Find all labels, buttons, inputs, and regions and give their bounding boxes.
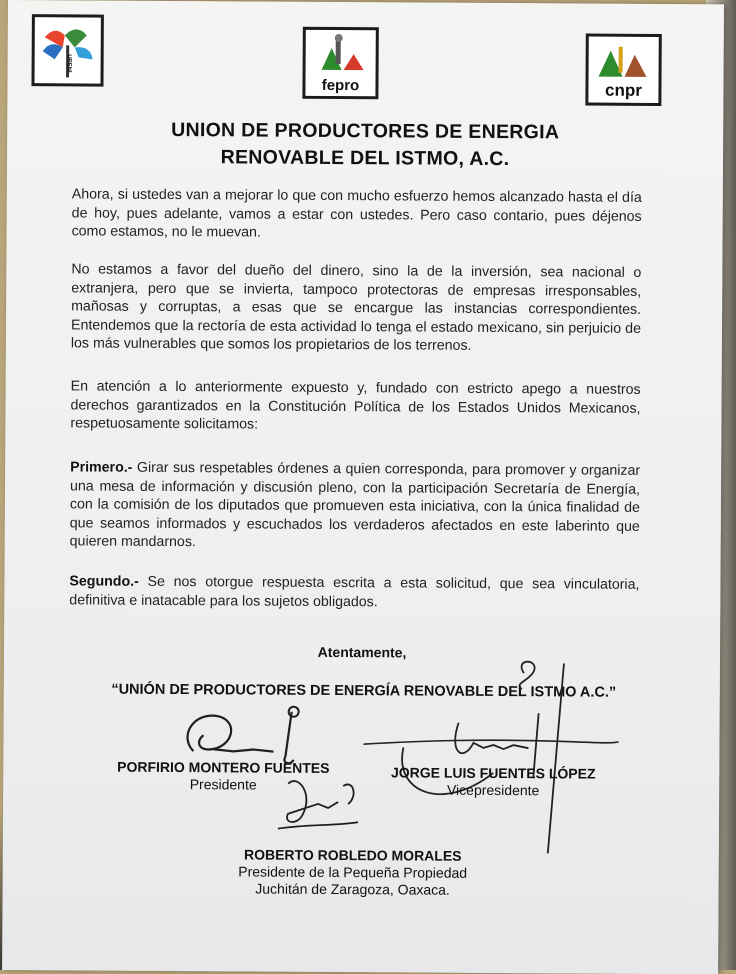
segundo-label: Segundo.- — [69, 573, 138, 589]
signatory-1-name: PORFIRIO MONTERO FUENTES — [93, 759, 353, 778]
signatory-3-place: Juchitán de Zaragoza, Oaxaca. — [203, 880, 503, 899]
upeni-logo-icon — [34, 17, 100, 83]
signatory-1-role: Presidente — [93, 776, 353, 795]
document-title-line-1: UNION DE PRODUCTORES DE ENERGIA — [7, 116, 723, 147]
signatory-2-role: Vicepresidente — [363, 781, 623, 800]
cnpr-logo — [585, 34, 661, 106]
signatory-3-name: ROBERTO ROBLEDO MORALES — [203, 846, 503, 865]
cnpr-logo-text: cnpr — [588, 81, 658, 101]
signature-jorge — [363, 652, 624, 864]
letter-page — [2, 0, 724, 974]
segundo-text: Se nos otorgue respuesta escrita a esta solicitud, que sea vinculatoria, definitiva e inatacable para los sujetos obligados. — [69, 574, 639, 610]
paragraph-1: Ahora, si ustedes van a mejorar lo que con mucho esfuerzo hemos alcanzado hasta el día de hoy, pues adelante, vamos a estar con ustedes. Pero caso contario, pues déjenos como estamos, no le muevan. — [72, 185, 642, 244]
paragraph-3: En atención a lo anteriormente expuesto y, fundado con estricto apego a nuestros derechos garantizados en la Constitución Política de los Estados Unidos Mexicanos, respetuosamente solicitamos: — [70, 377, 640, 436]
paragraph-segundo — [69, 572, 639, 613]
fepro-logo-text: fepro — [305, 77, 375, 94]
primero-label: Primero.- — [70, 459, 132, 475]
primero-text: Girar sus respetables órdenes a quien corresponda, para promover y organizar una mesa de información y discusión pleno, con la participación Secretaría de Energía, con la comisión de los diputados que promueven esta iniciativa, con la única finalidad de que seamos informados y escuchados los verdaderos afectados en este laberinto que quieren mandarnos. — [70, 460, 641, 551]
organization-line: “UNIÓN DE PRODUCTORES DE ENERGÍA RENOVABLE DEL ISTMO A.C.” — [64, 681, 664, 702]
svg-text:UPENI: UPENI — [66, 54, 72, 73]
signatory-3-role: Presidente de la Pequeña Propiedad — [203, 863, 503, 882]
fepro-logo — [302, 27, 378, 99]
salutation: Atentamente, — [4, 642, 720, 663]
signatory-2-name: JORGE LUIS FUENTES LÓPEZ — [363, 764, 623, 783]
document-title-line-2: RENOVABLE DEL ISTMO, A.C. — [7, 143, 723, 174]
paragraph-2: No estamos a favor del dueño del dinero, sino la de la inversión, sea nacional o extranjera, pero que se invierta, tampoco protectoras de empresas irresponsables, mañosas y corruptas, a esas que se encargue las instancias correspondientes. Entendemos que la rectoría de esta actividad lo tenga el estado mexicano, sin perjuicio de los más vulnerables que somos los propietarios de los terrenos. — [71, 260, 642, 356]
upeni-logo — [31, 14, 103, 86]
paragraph-primero — [70, 458, 641, 554]
